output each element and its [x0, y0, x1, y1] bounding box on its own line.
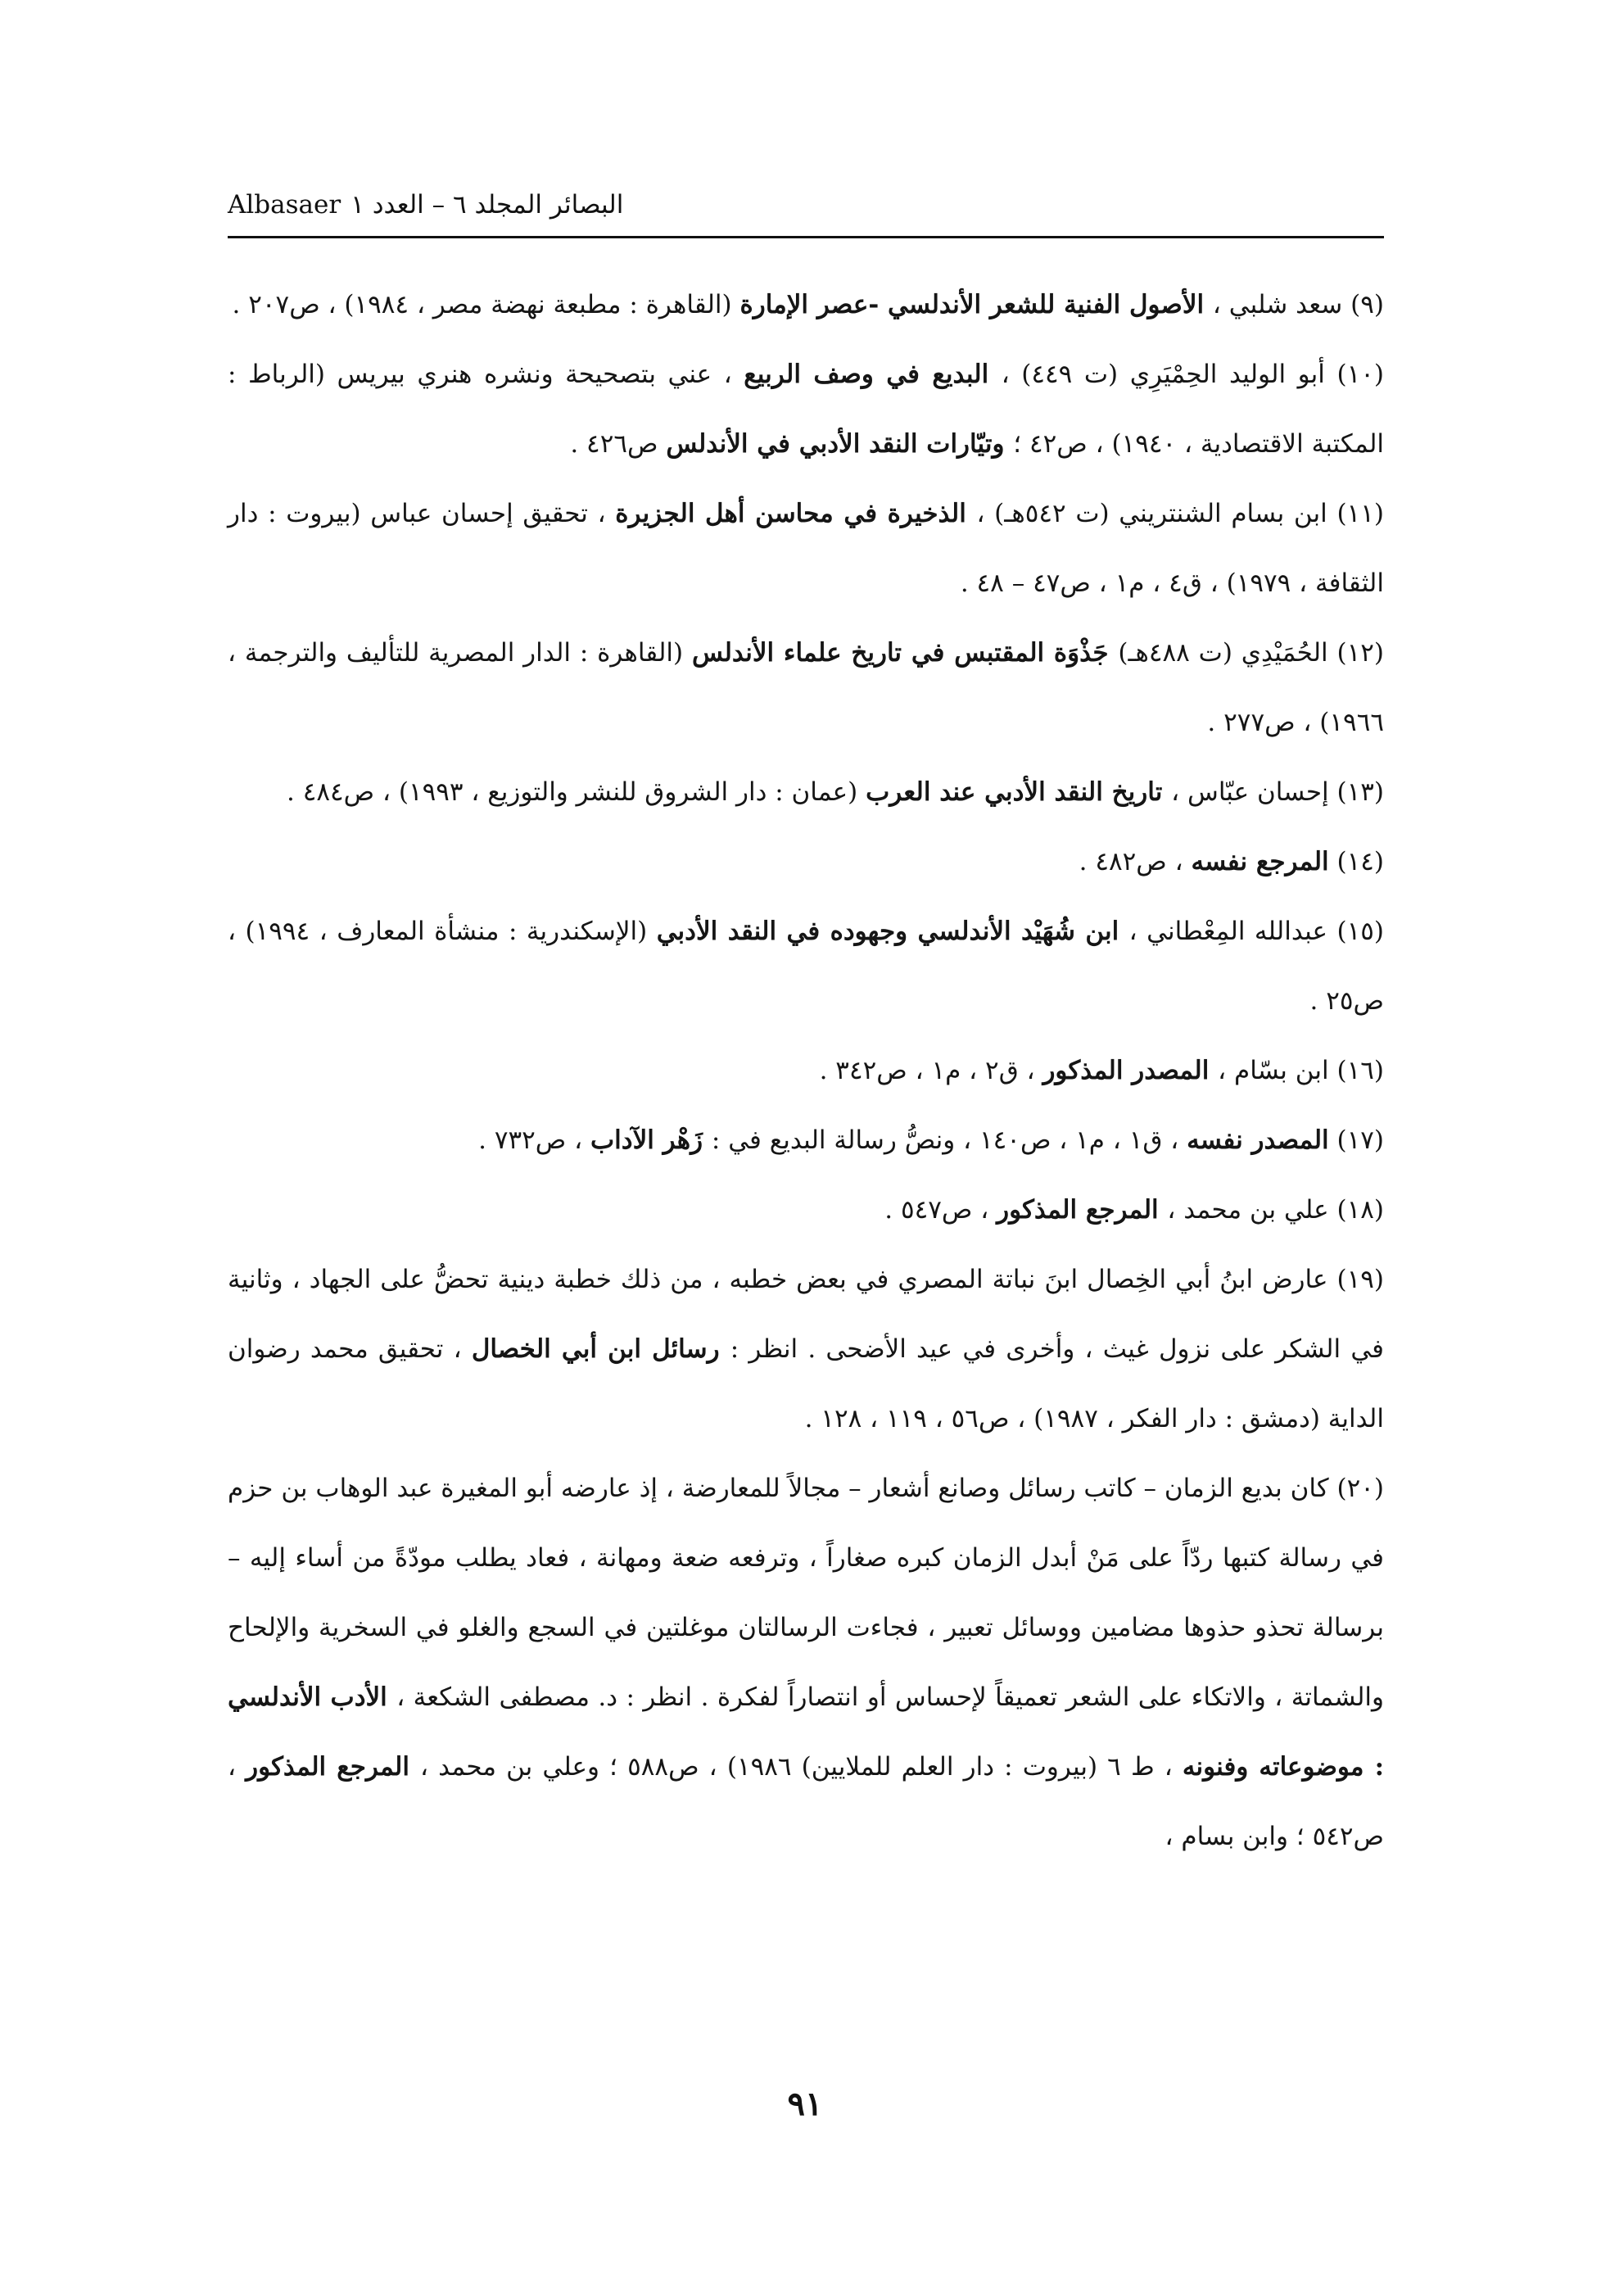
footnote-number: (٩) — [1342, 290, 1384, 319]
footnote-text: ص٤٢٦ . — [570, 429, 667, 459]
footnote-item — [228, 270, 1384, 340]
footnotes-list — [228, 270, 1384, 1872]
footnote-text: ، ص٥٤٢ ؛ وابن بسام ، — [228, 1752, 1384, 1851]
footnote-number: (١٦) — [1328, 1056, 1384, 1085]
journal-latin-title: Albasaer — [228, 190, 341, 220]
footnote-title: تاريخ النقد الأدبي عند العرب — [866, 777, 1172, 807]
footnote-number: (٢٠) — [1328, 1474, 1384, 1503]
footnote-text: (عمان : دار الشروق للنشر والتوزيع ، ١٩٩٣) ، ص٤٨٤ . — [286, 777, 866, 807]
footnote-text: الحُمَيْدِي (ت ٤٨٨هـ) — [1118, 638, 1328, 668]
footnote-text: ، تحقيق إحسان عباس (بيروت : دار الثقافة ، ١٩٧٩) ، ق٤ ، م١ ، ص٤٧ – ٤٨ . — [228, 499, 1384, 598]
footnote-title: المرجع المذكور — [246, 1752, 421, 1782]
footnote-text: ، عني بتصحيحة ونشره هنري بيريس (الرباط : المكتبة الاقتصادية ، ١٩٤٠) ، ص٤٢ ؛ — [228, 360, 1384, 459]
footnote-text: ، تحقيق محمد رضوان الداية (دمشق : دار الفكر ، ١٩٨٧) ، ص٥٦ ، ١١٩ ، ١٢٨ . — [228, 1334, 1384, 1433]
footnote-text: ، ق٢ ، م١ ، ص٣٤٢ . — [819, 1056, 1043, 1085]
footnote-text: ، ق١ ، م١ ، ص١٤٠ ، ونصُّ رسالة البديع في : — [711, 1125, 1187, 1155]
footnote-text: (القاهرة : الدار المصرية للتأليف والترجمة ، ١٩٦٦) ، ص٢٧٧ . — [228, 638, 1384, 737]
footnote-number: (١٠) — [1324, 360, 1384, 389]
footnote-title: زَهْر الآداب — [590, 1125, 712, 1155]
footnote-number: (١٢) — [1327, 638, 1385, 668]
footnote-number: (١٨) — [1328, 1195, 1384, 1225]
footnote-item — [228, 1245, 1384, 1454]
journal-arabic-title: البصائر المجلد ٦ – العدد ١ — [350, 190, 624, 220]
footnote-title: وتيّارات النقد الأدبي في الأندلس — [666, 429, 1014, 459]
footnote-title: المصدر نفسه — [1187, 1125, 1329, 1155]
footnote-title: المصدر المذكور — [1042, 1056, 1219, 1085]
footnote-item — [228, 1454, 1384, 1872]
footnote-number: (١٥) — [1327, 917, 1384, 946]
footnote-text: أبو الوليد الحِمْيَرِي (ت ٤٤٩) ، — [1001, 360, 1325, 389]
footnote-text: ابن بسّام ، — [1218, 1056, 1329, 1085]
footnote-item — [228, 897, 1384, 1036]
footnote-text: عبدالله المِعْطاني ، — [1128, 917, 1327, 946]
footnote-text: علي بن محمد ، — [1167, 1195, 1329, 1225]
footnote-text: ، ص٤٨٢ . — [1079, 847, 1192, 876]
footnote-title: الأصول الفنية للشعر الأندلسي -عصر الإمارة — [739, 290, 1213, 319]
footnote-title: المرجع المذكور — [997, 1195, 1168, 1225]
footnote-text: إحسان عبّاس ، — [1171, 777, 1329, 807]
footnote-number: (١٣) — [1328, 777, 1384, 807]
footnote-title: الذخيرة في محاسن أهل الجزيرة — [615, 499, 977, 528]
header-rule — [228, 236, 1384, 238]
footnote-text: سعد شلبي ، — [1212, 290, 1343, 319]
footnote-text: ، ص٧٣٢ . — [478, 1125, 590, 1155]
footnote-title: ابن شُهَيْد الأندلسي وجهوده في النقد الأدبي — [656, 917, 1129, 946]
footnote-text: كان بديع الزمان – كاتب رسائل وصانع أشعار – مجالاً للمعارضة ، إذ عارضه أبو المغيرة عبد الوهاب بن حزم في رسالة كتبها ردّاً على مَنْ أبدل الزمان كبره صغاراً ، وترفعه ضعة ومهانة ، فعاد يطلب مودّةً من أساء إليه – برسالة تحذو حذوها مضامين ووسائل تعبير ، فجاءت الرسالتان موغلتين في السجع والغلو في السخرية والإلحاح والشماتة ، والاتكاء على الشعر تعميقاً لإحساس أو انتصاراً لفكرة . انظر : د. مصطفى الشكعة ، — [228, 1474, 1385, 1712]
footnote-text: ، ط ٦ (بيروت : دار العلم للملايين) ١٩٨٦) ، ص٥٨٨ ؛ وعلي بن محمد ، — [420, 1752, 1183, 1782]
footnote-title: جَذْوَة المقتبس في تاريخ علماء الأندلس — [691, 638, 1119, 668]
footnote-item — [228, 1036, 1384, 1106]
footnote-title: الأدب الأندلسي : موضوعاته وفنونه — [228, 1682, 1385, 1782]
footnote-item — [228, 618, 1384, 758]
footnote-text: (الإسكندرية : منشأة المعارف ، ١٩٩٤) ، ص٢٥ . — [228, 917, 1384, 1016]
footnote-text: عارض ابنُ أبي الخِصال ابنَ نباتة المصري في بعض خطبه ، من ذلك خطبة دينية تحضُّ على الجهاد ، وثانية في الشكر على نزول غيث ، وأخرى في عيد الأضحى . انظر : — [228, 1265, 1384, 1364]
footnote-number: (١٧) — [1328, 1125, 1384, 1155]
footnote-number: (١١) — [1327, 499, 1384, 528]
footnote-title: رسائل ابن أبي الخصال — [471, 1334, 730, 1364]
footnote-text: (القاهرة : مطبعة نهضة مصر ، ١٩٨٤) ، ص٢٠٧ . — [232, 290, 740, 319]
footnote-number: (١٩) — [1327, 1265, 1385, 1294]
footnote-title: البديع في وصف الربيع — [744, 360, 1002, 389]
footnote-text: ، ص٥٤٧ . — [884, 1195, 997, 1225]
footnote-item — [228, 479, 1384, 618]
footnote-number: (١٤) — [1328, 847, 1384, 876]
running-header — [228, 190, 645, 226]
footnote-item — [228, 758, 1384, 827]
footnote-title: المرجع نفسه — [1191, 847, 1329, 876]
page-number: ٩١ — [787, 2085, 823, 2123]
footnote-item — [228, 827, 1384, 897]
footnote-item — [228, 1106, 1384, 1175]
footnote-item — [228, 1175, 1384, 1245]
footnote-text: ابن بسام الشنتريني (ت ٥٤٢هـ) ، — [976, 499, 1327, 528]
footnote-item — [228, 340, 1384, 479]
